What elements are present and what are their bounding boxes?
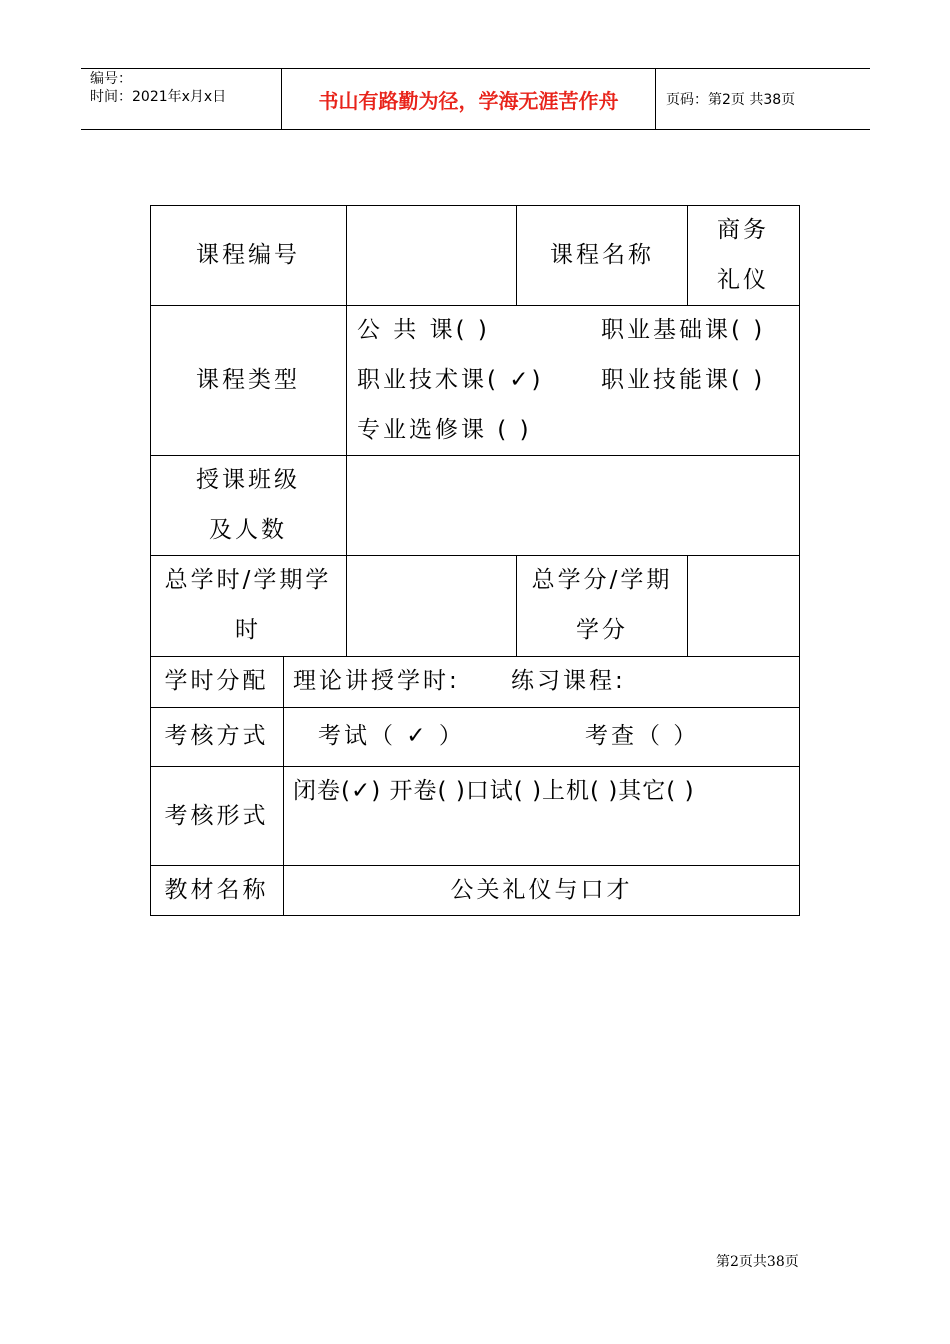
option-vocational-basic: 职业基础课( ) xyxy=(601,317,766,343)
textbook-value: 公关礼仪与口才 xyxy=(450,877,633,903)
practice-hours: 练习课程: xyxy=(511,668,626,694)
course-name-value: 商务礼仪 xyxy=(717,217,769,293)
assessment-form-value: 闭卷(✓) 开卷( )口试( )上机( )其它( ) xyxy=(293,778,695,804)
document-date: 时间：2021年x月x日 xyxy=(90,89,227,105)
course-type-label: 课程类型 xyxy=(196,367,300,393)
option-check: 考查（ ） xyxy=(585,723,700,749)
header-motto: 书山有路勤为径，学海无涯苦作舟 xyxy=(318,88,619,113)
total-hours-label: 总学时/学期学时 xyxy=(164,567,332,643)
course-name-label: 课程名称 xyxy=(550,242,654,268)
column-divider xyxy=(346,205,347,656)
course-code-label: 课程编号 xyxy=(196,242,300,268)
footer-page-number: 第2页共38页 xyxy=(716,1254,799,1270)
header-meta xyxy=(81,69,281,129)
textbook-label: 教材名称 xyxy=(164,877,269,903)
theory-hours: 理论讲授学时: xyxy=(293,668,460,694)
column-divider xyxy=(687,205,688,305)
option-vocational-technical: 职业技术课( ✓) xyxy=(357,367,544,393)
table-border xyxy=(799,205,800,916)
page-header xyxy=(81,68,870,130)
option-elective: 专业选修课 ( ) xyxy=(357,417,532,443)
document-code-label: 编号： xyxy=(90,71,132,87)
option-exam: 考试（ ✓ ） xyxy=(318,723,465,749)
column-divider xyxy=(516,555,517,656)
row-divider xyxy=(150,707,800,708)
course-info-table xyxy=(150,205,800,916)
table-border xyxy=(150,915,800,916)
hours-allocation-label: 学时分配 xyxy=(164,668,269,694)
total-credits-label: 总学分/学期学分 xyxy=(531,567,673,643)
option-public-course: 公 共 课( ) xyxy=(357,317,490,343)
table-border xyxy=(150,205,800,206)
assessment-form-label: 考核形式 xyxy=(164,803,269,829)
header-divider xyxy=(655,69,656,129)
option-vocational-skill: 职业技能课( ) xyxy=(601,367,766,393)
class-label: 授课班级及人数 xyxy=(196,467,300,543)
column-divider xyxy=(687,555,688,656)
header-page-number: 页码：第2页 共38页 xyxy=(666,92,796,108)
assessment-method-label: 考核方式 xyxy=(164,723,269,749)
